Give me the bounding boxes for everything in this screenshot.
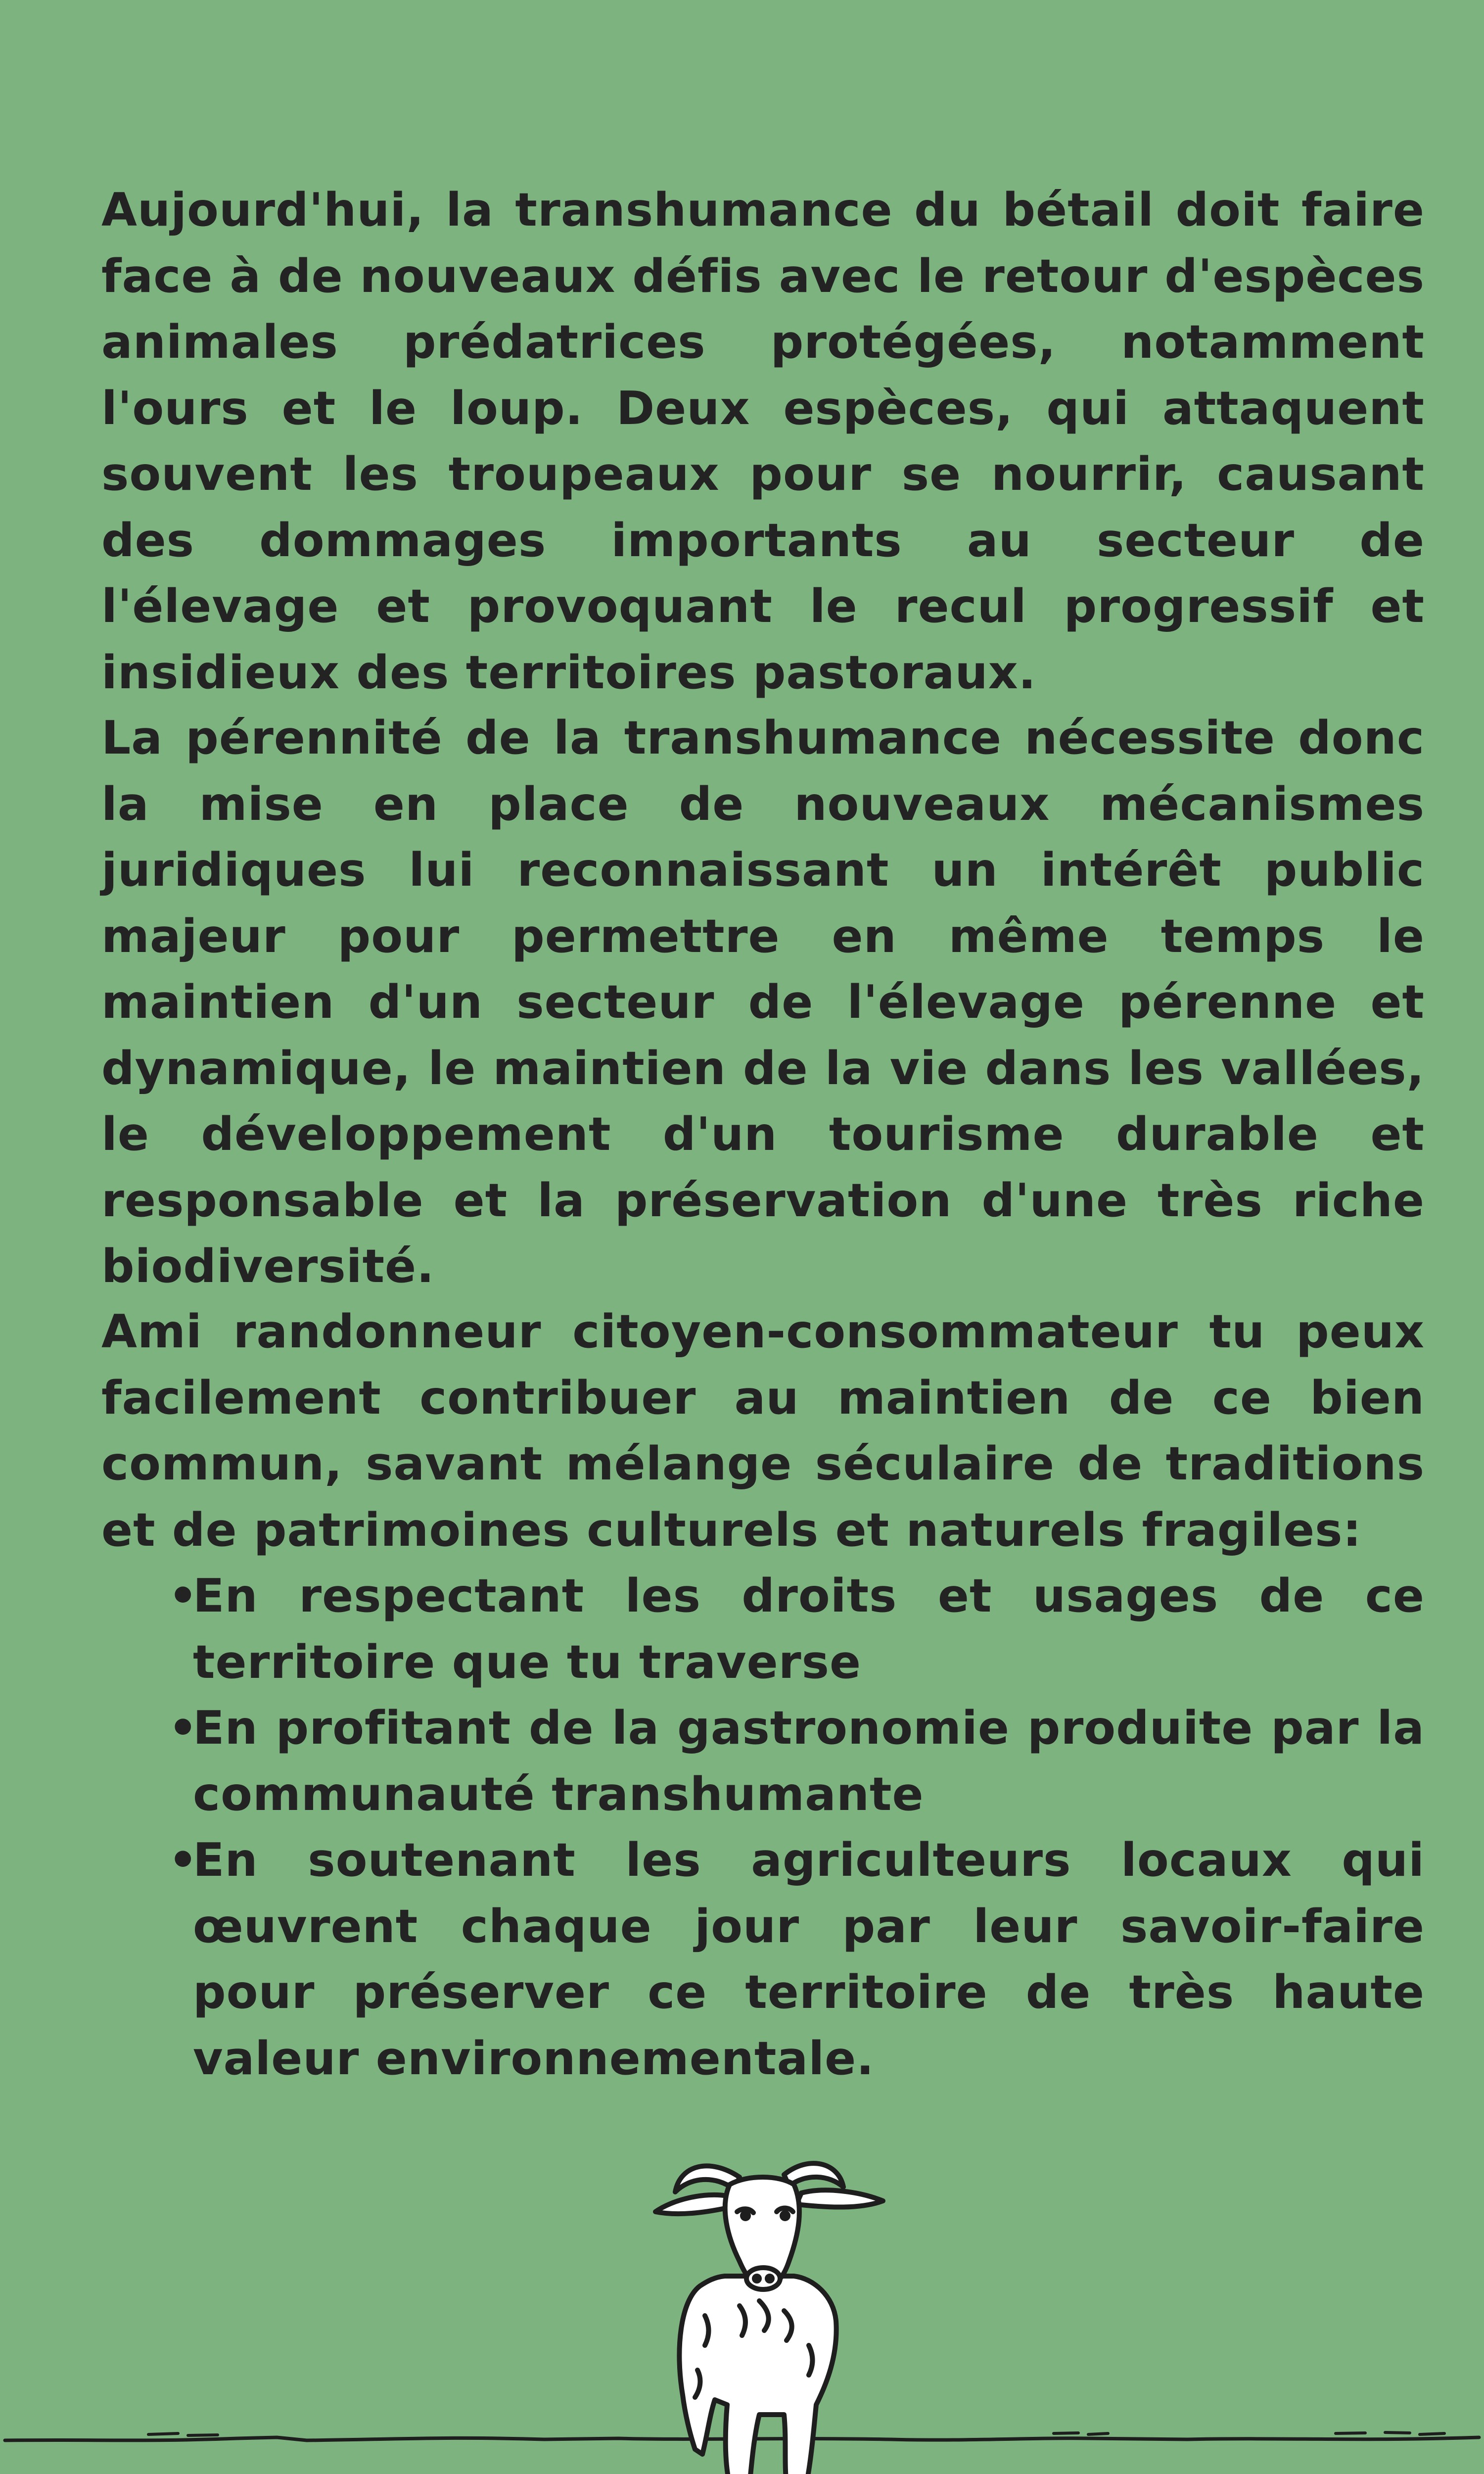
paragraph-legal-mechanisms: La pérennité de la transhumance nécessite donc la mise en place de nouveaux mécanismes juridiques lui reconnaissant un intérêt public majeur pour permettre en même temps le maintien d'un secteur de l'élevage pérenne et dynamique, le maintien de la vie dans les vallées, le développement d'un tourisme durable et responsable et la préservation d'une très riche biodiversité.: [101, 711, 1425, 1293]
list-item: • En respectant les droits et usages de ce territoire que tu traverse: [193, 1563, 1425, 1695]
list-item: • En soutenant les agriculteurs locaux qui œuvrent chaque jour par leur savoir-faire pour préserver ce territoire de très haute valeur environnementale.: [193, 1827, 1425, 2092]
middle-paragraph: [101, 705, 1425, 1300]
goat-icon: [636, 2138, 913, 2474]
paragraph-hiker-appeal: Ami randonneur citoyen-consommateur tu peux facilement contribuer au maintien de ce bien commun, savant mélange séculaire de traditions et de patrimoines culturels et naturels fragiles:: [101, 1305, 1425, 1557]
intro-paragraph: [101, 177, 1425, 706]
paragraph-challenges: Aujourd'hui, la transhumance du bétail doit faire face à de nouveaux défis avec le retour d'espèces animales prédatrices protégées, notamment l'ours et le loup. Deux espèces, qui attaquent souvent les troupeaux pour se nourrir, causant des dommages importants au secteur de l'élevage et provoquant le recul progressif et insidieux des territoires pastoraux.: [101, 183, 1425, 699]
action-list: [101, 1563, 1425, 2092]
call-to-action-section: [101, 1299, 1425, 2092]
list-item: • En profitant de la gastronomie produite par la communauté transhumante: [193, 1695, 1425, 1827]
